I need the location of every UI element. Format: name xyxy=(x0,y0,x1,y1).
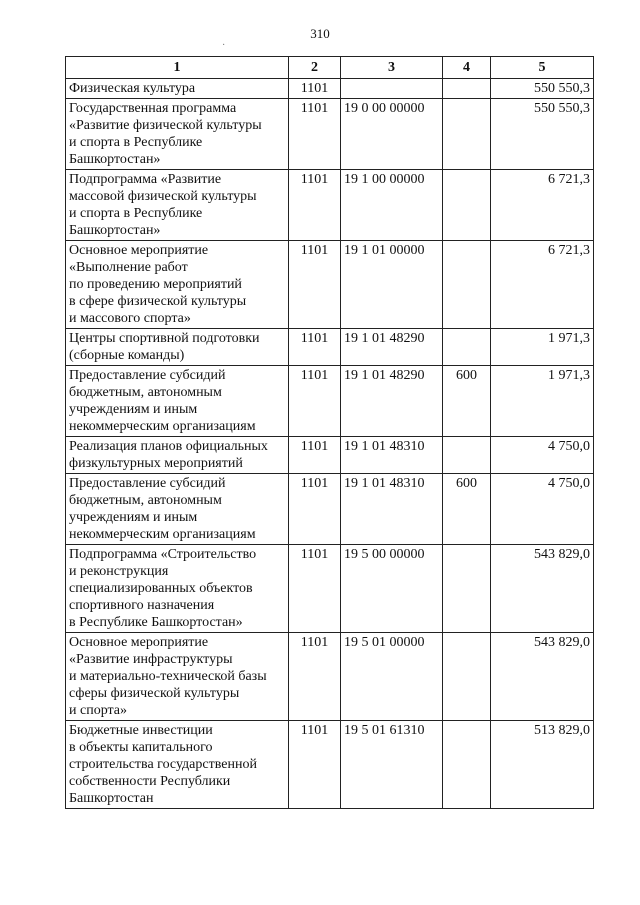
row-section-cell: 1101 xyxy=(289,99,341,170)
row-amount-cell: 4 750,0 xyxy=(491,474,594,545)
table-header-row xyxy=(66,57,594,79)
row-section-cell: 1101 xyxy=(289,329,341,366)
table-row xyxy=(66,474,594,545)
row-target-code-cell: 19 5 01 61310 xyxy=(341,721,443,809)
row-amount-cell: 550 550,3 xyxy=(491,99,594,170)
row-expense-type-cell: 600 xyxy=(443,474,491,545)
row-section-cell: 1101 xyxy=(289,474,341,545)
row-name-cell: Подпрограмма «Развитие массовой физической культуры и спорта в Республике Башкортостан» xyxy=(66,170,289,241)
page-number: 310 xyxy=(310,26,330,41)
row-target-code-cell: 19 1 01 48290 xyxy=(341,329,443,366)
row-name-cell: Предоставление субсидий бюджетным, автономным учреждениям и иным некоммерческим организациям xyxy=(66,366,289,437)
row-name-cell: Основное мероприятие «Развитие инфраструктуры и материально-технической базы сферы физической культуры и спорта» xyxy=(66,633,289,721)
row-amount-cell: 6 721,3 xyxy=(491,170,594,241)
table-row xyxy=(66,241,594,329)
row-name-cell: Подпрограмма «Строительство и реконструкция специализированных объектов спортивного назначения в Республике Башкортостан» xyxy=(66,545,289,633)
row-amount-cell: 550 550,3 xyxy=(491,79,594,99)
header-col-2: 2 xyxy=(289,57,341,79)
table-row xyxy=(66,170,594,241)
row-amount-cell: 543 829,0 xyxy=(491,545,594,633)
row-section-cell: 1101 xyxy=(289,79,341,99)
row-section-cell: 1101 xyxy=(289,545,341,633)
row-amount-cell: 6 721,3 xyxy=(491,241,594,329)
budget-table xyxy=(65,56,594,809)
row-amount-cell: 513 829,0 xyxy=(491,721,594,809)
row-section-cell: 1101 xyxy=(289,366,341,437)
row-name-cell: Физическая культура xyxy=(66,79,289,99)
table-row xyxy=(66,99,594,170)
row-expense-type-cell xyxy=(443,545,491,633)
row-name-cell: Бюджетные инвестиции в объекты капитального строительства государственной собственности Республики Башкортостан xyxy=(66,721,289,809)
row-expense-type-cell xyxy=(443,170,491,241)
row-name-cell: Государственная программа «Развитие физической культуры и спорта в Республике Башкортостан» xyxy=(66,99,289,170)
row-section-cell: 1101 xyxy=(289,721,341,809)
row-target-code-cell: 19 1 01 48310 xyxy=(341,474,443,545)
table-row xyxy=(66,633,594,721)
row-expense-type-cell xyxy=(443,329,491,366)
row-target-code-cell: 19 1 01 48290 xyxy=(341,366,443,437)
row-expense-type-cell xyxy=(443,99,491,170)
row-section-cell: 1101 xyxy=(289,241,341,329)
row-target-code-cell: 19 5 01 00000 xyxy=(341,633,443,721)
row-amount-cell: 4 750,0 xyxy=(491,437,594,474)
header-col-1: 1 xyxy=(66,57,289,79)
row-section-cell: 1101 xyxy=(289,170,341,241)
row-target-code-cell: 19 1 01 48310 xyxy=(341,437,443,474)
table-row xyxy=(66,329,594,366)
table-row xyxy=(66,79,594,99)
row-expense-type-cell: 600 xyxy=(443,366,491,437)
header-col-3: 3 xyxy=(341,57,443,79)
row-expense-type-cell xyxy=(443,79,491,99)
row-name-cell: Реализация планов официальных физкультурных мероприятий xyxy=(66,437,289,474)
row-amount-cell: 1 971,3 xyxy=(491,366,594,437)
header-col-5: 5 xyxy=(491,57,594,79)
row-expense-type-cell xyxy=(443,721,491,809)
row-target-code-cell: 19 5 00 00000 xyxy=(341,545,443,633)
row-name-cell: Основное мероприятие «Выполнение работ по проведению мероприятий в сфере физической культуры и массового спорта» xyxy=(66,241,289,329)
row-section-cell: 1101 xyxy=(289,437,341,474)
row-amount-cell: 543 829,0 xyxy=(491,633,594,721)
row-target-code-cell: 19 0 00 00000 xyxy=(341,99,443,170)
table-row xyxy=(66,437,594,474)
row-section-cell: 1101 xyxy=(289,633,341,721)
row-target-code-cell: 19 1 00 00000 xyxy=(341,170,443,241)
row-expense-type-cell xyxy=(443,241,491,329)
table-row xyxy=(66,721,594,809)
row-target-code-cell xyxy=(341,79,443,99)
row-name-cell: Центры спортивной подготовки (сборные команды) xyxy=(66,329,289,366)
table-row xyxy=(66,545,594,633)
table-row xyxy=(66,366,594,437)
row-expense-type-cell xyxy=(443,437,491,474)
table-body xyxy=(66,79,594,809)
scan-mark: · xyxy=(222,40,226,51)
row-target-code-cell: 19 1 01 00000 xyxy=(341,241,443,329)
header-col-4: 4 xyxy=(443,57,491,79)
row-name-cell: Предоставление субсидий бюджетным, автономным учреждениям и иным некоммерческим организациям xyxy=(66,474,289,545)
row-expense-type-cell xyxy=(443,633,491,721)
row-amount-cell: 1 971,3 xyxy=(491,329,594,366)
